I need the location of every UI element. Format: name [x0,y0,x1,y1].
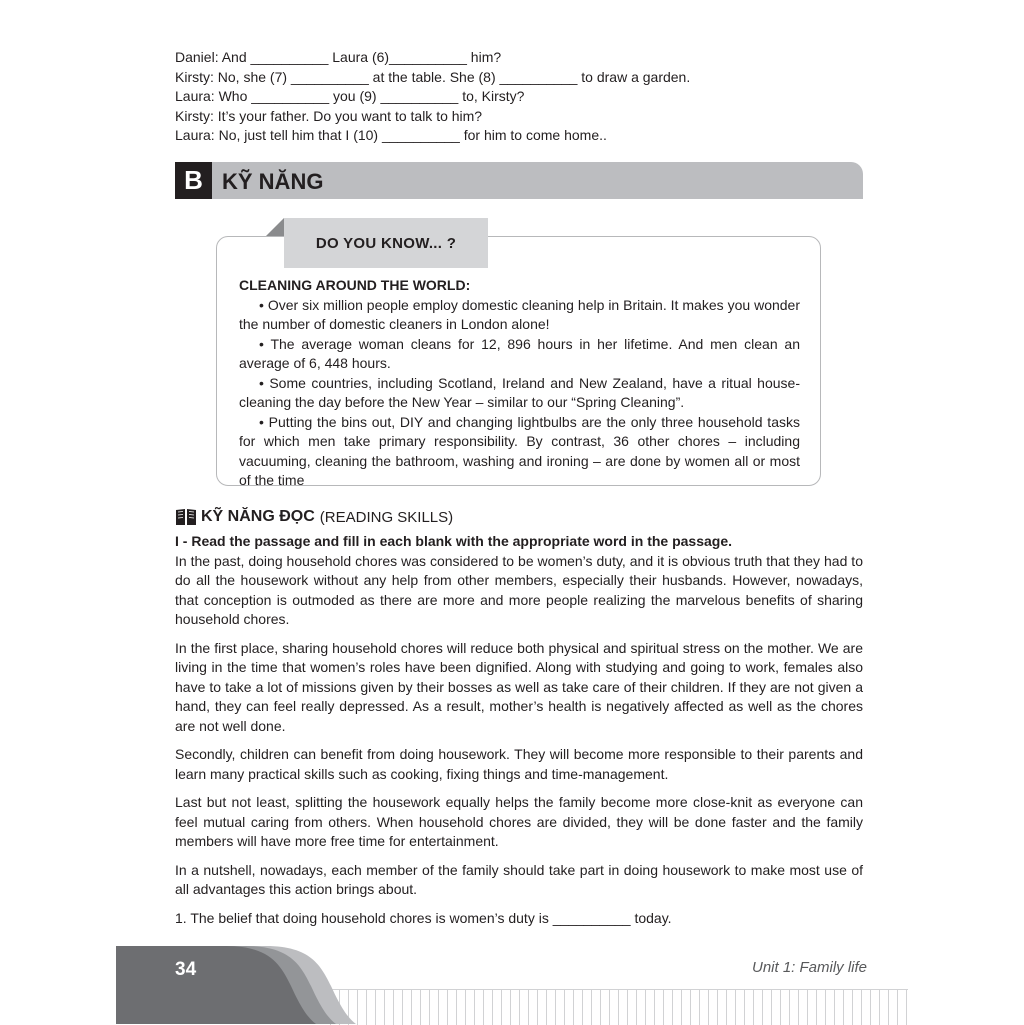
know-item: • The average woman cleans for 12, 896 hours in her lifetime. And men clean an average of 6, 448 hours. [239,335,800,371]
reading-subtitle: (READING SKILLS) [319,508,454,526]
book-icon [175,508,197,526]
reading-title: KỸ NĂNG ĐỌC [201,508,315,525]
passage-paragraph: In a nutshell, nowadays, each member of the family should take part in doing housework to make most use of all advantages this action brings about. [175,861,863,897]
passage-paragraph: Last but not least, splitting the housework equally helps the family become more close-knit as everyone can feel mutual caring from others. When household chores are divided, they will be done faster and the family members will have more free time for entertainment. [175,794,863,849]
do-you-know-tab: DO YOU KNOW... ? [284,218,488,268]
unit-label: Unit 1: Family life [752,959,868,976]
dialogue-block [175,48,875,146]
passage-paragraph: In the past, doing household chores was considered to be women’s duty, and it is obvious truth that they had to do all the housework without any help from other members, especially their husbands. However, nowadays, that conception is outmoded as there are more and more people realizing the marvelous benefits of sharing household chores. [175,552,863,627]
dialogue-line: Laura: Who __________ you (9) __________ to, Kirsty? [175,88,525,104]
passage-paragraph: In the first place, sharing household chores will reduce both physical and spiritual stress on the mother. We are living in the time that women’s roles have been dignified. Along with studying and going to work, females also have to take a lot of missions given by their bosses as well as take care of their children. If they are not given a hand, they can feel really depressed. As a result, mother’s health is negatively affected as well as the chores are not well done. [175,639,863,734]
know-item: • Putting the bins out, DIY and changing lightbulbs are the only three household tasks for which men take primary responsibility. By contrast, 36 other chores – including vacuuming, cleaning the bathroom, washing and ironing – are done by women all or most of the time [239,413,800,488]
section-title: KỸ NĂNG [222,169,324,194]
section-letter: B [175,162,212,199]
know-item: • Some countries, including Scotland, Ireland and New Zealand, have a ritual house-cleaning the day before the New Year – similar to our “Spring Cleaning”. [239,374,800,410]
reading-passage [175,532,863,928]
page-number: 34 [175,959,197,980]
footer-ruled-lines [330,989,908,1025]
passage-paragraph: Secondly, children can benefit from doing housework. They will become more responsible to their parents and learn many practical skills such as cooking, fixing things and time-management. [175,746,863,782]
dialogue-line: Daniel: And __________ Laura (6)__________ him? [175,49,502,65]
question-item: 1. The belief that doing household chores is women’s duty is __________ today. [175,909,672,926]
dialogue-line: Laura: No, just tell him that I (10) __________ for him to come home.. [175,127,607,143]
know-item: • Over six million people employ domestic cleaning help in Britain. It makes you wonder the number of domestic cleaners in London alone! [239,296,800,332]
reading-skills-heading [175,507,453,527]
dialogue-line: Kirsty: It’s your father. Do you want to talk to him? [175,107,483,124]
tab-fold-corner [266,218,284,236]
footer-swoosh-shape [116,946,356,1024]
do-you-know-content [239,276,800,491]
know-heading: CLEANING AROUND THE WORLD: [239,277,471,293]
dialogue-line: Kirsty: No, she (7) __________ at the table. She (8) __________ to draw a garden. [175,68,691,85]
exercise-instruction: I - Read the passage and fill in each blank with the appropriate word in the passage. [175,533,733,549]
